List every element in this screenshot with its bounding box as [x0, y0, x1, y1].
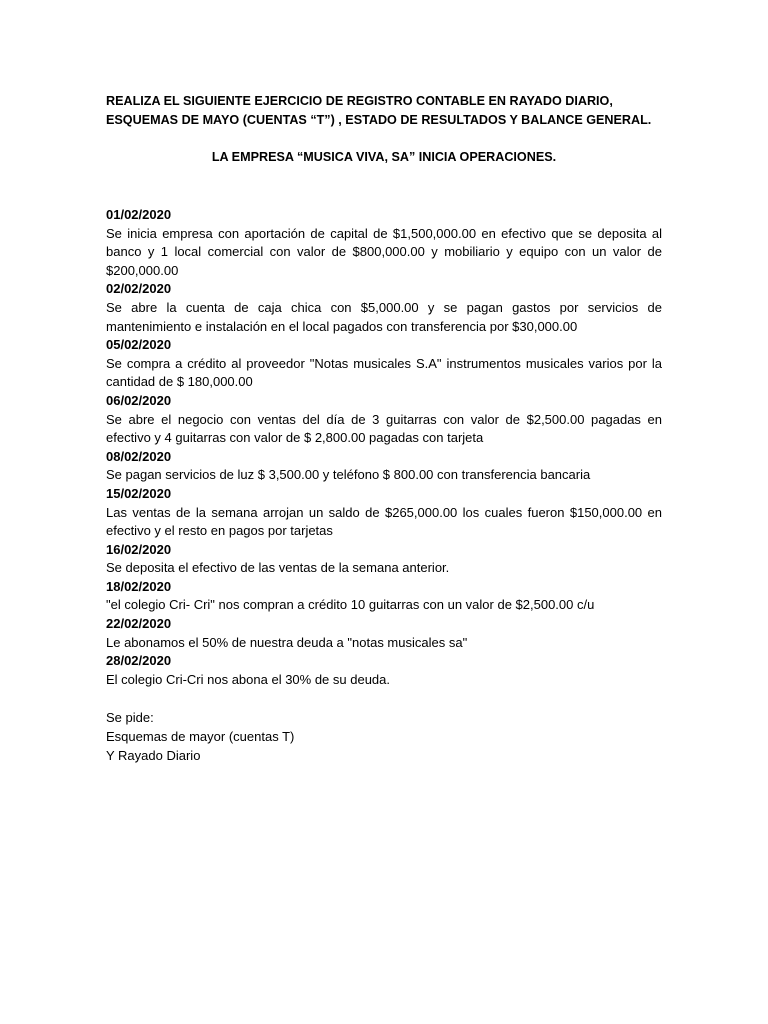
requirement-item: Esquemas de mayor (cuentas T) [106, 729, 295, 745]
entry-date: 08/02/2020 [106, 448, 172, 464]
journal-entry [106, 652, 662, 689]
document-subheading: LA EMPRESA “MUSICA VIVA, SA” INICIA OPERACIONES. [211, 150, 557, 164]
journal-entry [106, 541, 662, 578]
entry-date: 15/02/2020 [106, 485, 172, 501]
entry-description: El colegio Cri-Cri nos abona el 30% de su deuda. [106, 671, 391, 687]
requirements-section [106, 709, 662, 765]
entry-description: Se inicia empresa con aportación de capital de $1,500,000.00 en efectivo que se deposita al banco y 1 local comercial con valor de $800,000.00 y mobiliario y equipo con un valor de $200,000.00 [106, 225, 662, 278]
entry-description: "el colegio Cri- Cri" nos compran a crédito 10 guitarras con un valor de $2,500.00 c/u [106, 597, 595, 613]
journal-entry [106, 280, 662, 336]
document-heading: REALIZA EL SIGUIENTE EJERCICIO DE REGISTRO CONTABLE EN RAYADO DIARIO, ESQUEMAS DE MAYO (CUENTAS “T”) , ESTADO DE RESULTADOS Y BALANCE GENERAL. [106, 94, 652, 127]
document-page [106, 92, 662, 765]
entry-date: 06/02/2020 [106, 392, 172, 408]
entry-description: Las ventas de la semana arrojan un saldo de $265,000.00 los cuales fueron $150,000.00 en efectivo y el resto en pagos por tarjetas [106, 504, 662, 539]
journal-entry [106, 485, 662, 541]
journal-entry [106, 206, 662, 280]
journal-entries [106, 206, 662, 689]
entry-date: 22/02/2020 [106, 616, 172, 632]
journal-entry [106, 392, 662, 448]
journal-entry [106, 615, 662, 652]
entry-description: Se deposita el efectivo de las ventas de la semana anterior. [106, 560, 450, 576]
entry-description: Se pagan servicios de luz $ 3,500.00 y teléfono $ 800.00 con transferencia bancaria [106, 467, 591, 483]
journal-entry [106, 448, 662, 485]
requirements-title: Se pide: [106, 710, 154, 726]
entry-date: 05/02/2020 [106, 337, 172, 353]
entry-description: Se abre la cuenta de caja chica con $5,000.00 y se pagan gastos por servicios de mantenimiento e instalación en el local pagados con transferencia por $30,000.00 [106, 299, 662, 334]
entry-date: 01/02/2020 [106, 207, 172, 222]
journal-entry [106, 336, 662, 392]
requirement-item: Y Rayado Diario [106, 747, 201, 763]
entry-description: Le abonamos el 50% de nuestra deuda a "notas musicales sa" [106, 634, 468, 650]
entry-description: Se abre el negocio con ventas del día de 3 guitarras con valor de $2,500.00 pagadas en efectivo y 4 guitarras con valor de $ 2,800.00 pagadas con tarjeta [106, 411, 662, 446]
entry-date: 28/02/2020 [106, 653, 172, 669]
entry-description: Se compra a crédito al proveedor "Notas musicales S.A" instrumentos musicales varios por la cantidad de $ 180,000.00 [106, 355, 662, 390]
entry-date: 18/02/2020 [106, 578, 172, 594]
entry-date: 16/02/2020 [106, 541, 172, 557]
journal-entry [106, 578, 662, 615]
entry-date: 02/02/2020 [106, 281, 172, 297]
